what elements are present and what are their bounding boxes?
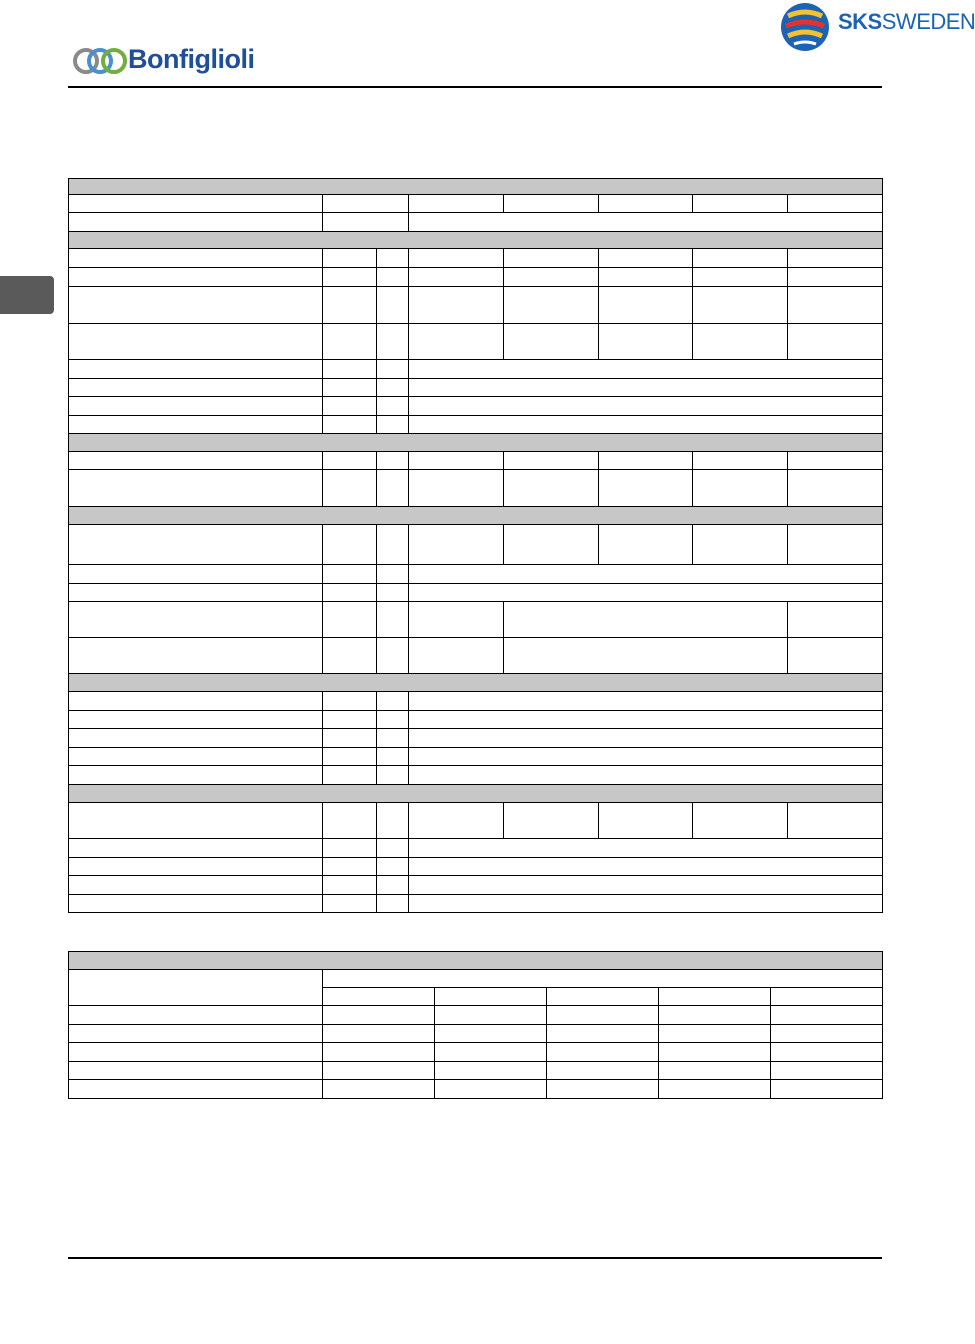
table-row [69,711,883,729]
table-row [69,379,883,397]
table-row [69,602,883,638]
table-row [69,525,883,565]
bonfiglioli-rings-icon [72,46,128,76]
section-header [69,179,883,195]
table-row [69,729,883,748]
secondary-table [68,951,883,1099]
chapter-tab [0,276,54,314]
table-row [69,1006,883,1025]
table-row [69,470,883,507]
table-row [69,1043,883,1062]
footer-rule [68,1257,882,1259]
table-row [69,324,883,360]
table-row [69,970,883,988]
table-row [69,638,883,674]
table-row [69,766,883,785]
sks-sweden-logo: SKSSWEDEN [838,9,975,34]
table-row [69,803,883,839]
section-header [69,785,883,803]
table-row [69,287,883,324]
table-row [69,360,883,379]
section-header [69,952,883,970]
table-row [69,748,883,766]
section-header [69,434,883,452]
spec-table [68,178,883,913]
table-row [69,213,883,232]
header-rule [68,86,882,88]
table-row [69,195,883,213]
bonfiglioli-logo: Bonfiglioli [128,44,255,74]
table-row [69,397,883,416]
table-row [69,1080,883,1099]
table-row [69,565,883,584]
table-row [69,692,883,711]
table-row [69,895,883,913]
table-row [69,584,883,602]
table-row [69,452,883,470]
section-header [69,674,883,692]
section-header [69,232,883,249]
section-header [69,507,883,525]
table-row [69,1062,883,1080]
table-row [69,416,883,434]
sks-swirl-icon [780,2,830,52]
table-row [69,839,883,858]
table-row [69,876,883,895]
table-row [69,268,883,287]
table-row [69,249,883,268]
table-row [69,1025,883,1043]
table-row [69,858,883,876]
